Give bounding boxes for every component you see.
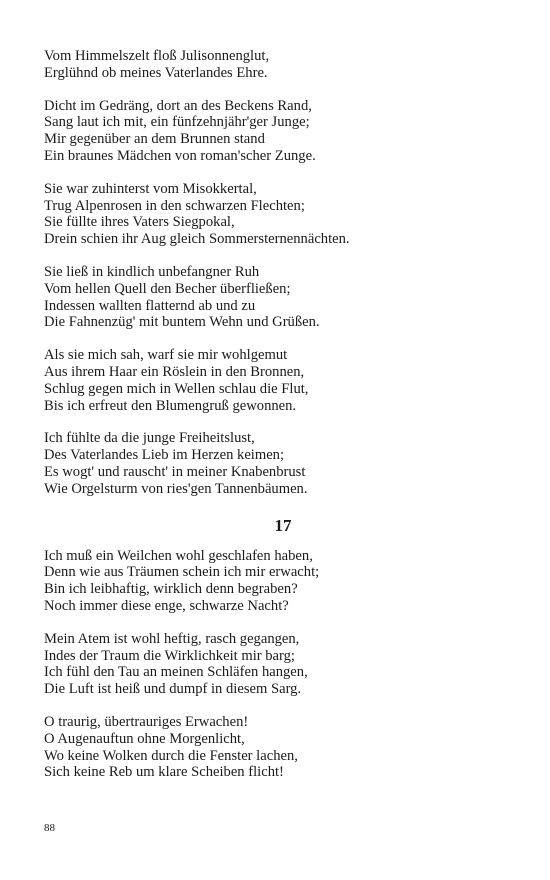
verse-line: Aus ihrem Haar ein Röslein in den Bronnen, — [44, 363, 305, 380]
verse-line: O traurig, übertrauriges Erwachen! — [44, 713, 249, 730]
verse-line: Vom Himmelszelt floß Julisonnenglut, — [44, 48, 270, 64]
verse-line: Ich fühl den Tau an meinen Schläfen hangen, — [44, 664, 308, 681]
stanza — [44, 714, 504, 781]
verse-line: Sie füllte ihres Vaters Siegpokal, — [44, 214, 235, 231]
verse-line: Wo keine Wolken durch die Fenster lachen, — [44, 747, 298, 764]
verse-line: Dicht im Gedräng, dort an des Beckens Rand, — [44, 97, 312, 114]
verse-line: Erglühnd ob meines Vaterlandes Ehre. — [44, 64, 268, 81]
verse-line: Vom hellen Quell den Becher überfließen; — [44, 280, 291, 297]
verse-line: Die Luft ist heiß und dumpf in diesem Sarg. — [44, 681, 302, 698]
stanza — [44, 181, 504, 248]
verse-line: Sang laut ich mit, ein fünfzehnjähr'ger Junge; — [44, 114, 310, 131]
verse-line: Ein braunes Mädchen von roman'scher Zunge. — [44, 147, 316, 164]
verse-line: Indes der Traum die Wirklichkeit mir barg; — [44, 647, 295, 664]
verse-line: Als sie mich sah, warf sie mir wohlgemut — [44, 347, 288, 364]
stanza — [44, 347, 504, 414]
page-number: 88 — [44, 822, 55, 834]
verse-line: Trug Alpenrosen in den schwarzen Flechten; — [44, 197, 305, 214]
stanza — [44, 98, 504, 165]
verse-line: Bin ich leibhaftig, wirklich denn begraben? — [44, 581, 298, 598]
verse-line: Des Vaterlandes Lieb im Herzen keimen; — [44, 447, 285, 464]
verse-line: Mir gegenüber an dem Brunnen stand — [44, 131, 265, 148]
verse-line: Ich muß ein Weilchen wohl geschlafen haben, — [44, 547, 313, 564]
stanza — [44, 430, 504, 497]
verse-line: Es wogt' und rauscht' in meiner Knabenbrust — [44, 463, 306, 480]
poem-number-heading: 17 — [274, 515, 292, 535]
verse-line: Wie Orgelsturm von ries'gen Tannenbäumen. — [44, 480, 308, 497]
stanza — [44, 48, 504, 82]
poem-text — [44, 48, 504, 797]
verse-line: Bis ich erfreut den Blumengruß gewonnen. — [44, 397, 297, 414]
verse-line: Schlug gegen mich in Wellen schlau die Flut, — [44, 380, 309, 397]
verse-line: Denn wie aus Träumen schein ich mir erwacht; — [44, 564, 320, 581]
verse-line: Ich fühlte da die junge Freiheitslust, — [44, 430, 255, 447]
verse-line: Sie ließ in kindlich unbefangner Ruh — [44, 263, 260, 280]
verse-line: Sie war zuhinterst vom Misokkertal, — [44, 180, 257, 197]
stanza — [44, 264, 504, 331]
verse-line: Die Fahnenzüg' mit buntem Wehn und Grüßen. — [44, 314, 320, 331]
verse-line: Mein Atem ist wohl heftig, rasch gegangen, — [44, 630, 300, 647]
verse-line: Drein schien ihr Aug gleich Sommersternennächten. — [44, 231, 350, 248]
verse-line: Indessen wallten flatternd ab und zu — [44, 297, 256, 314]
stanza — [44, 548, 504, 615]
stanza — [44, 631, 504, 698]
verse-line: O Augenauftun ohne Morgenlicht, — [44, 730, 245, 747]
verse-line: Noch immer diese enge, schwarze Nacht? — [44, 597, 289, 614]
verse-line: Sich keine Reb um klare Scheiben flicht! — [44, 764, 284, 781]
